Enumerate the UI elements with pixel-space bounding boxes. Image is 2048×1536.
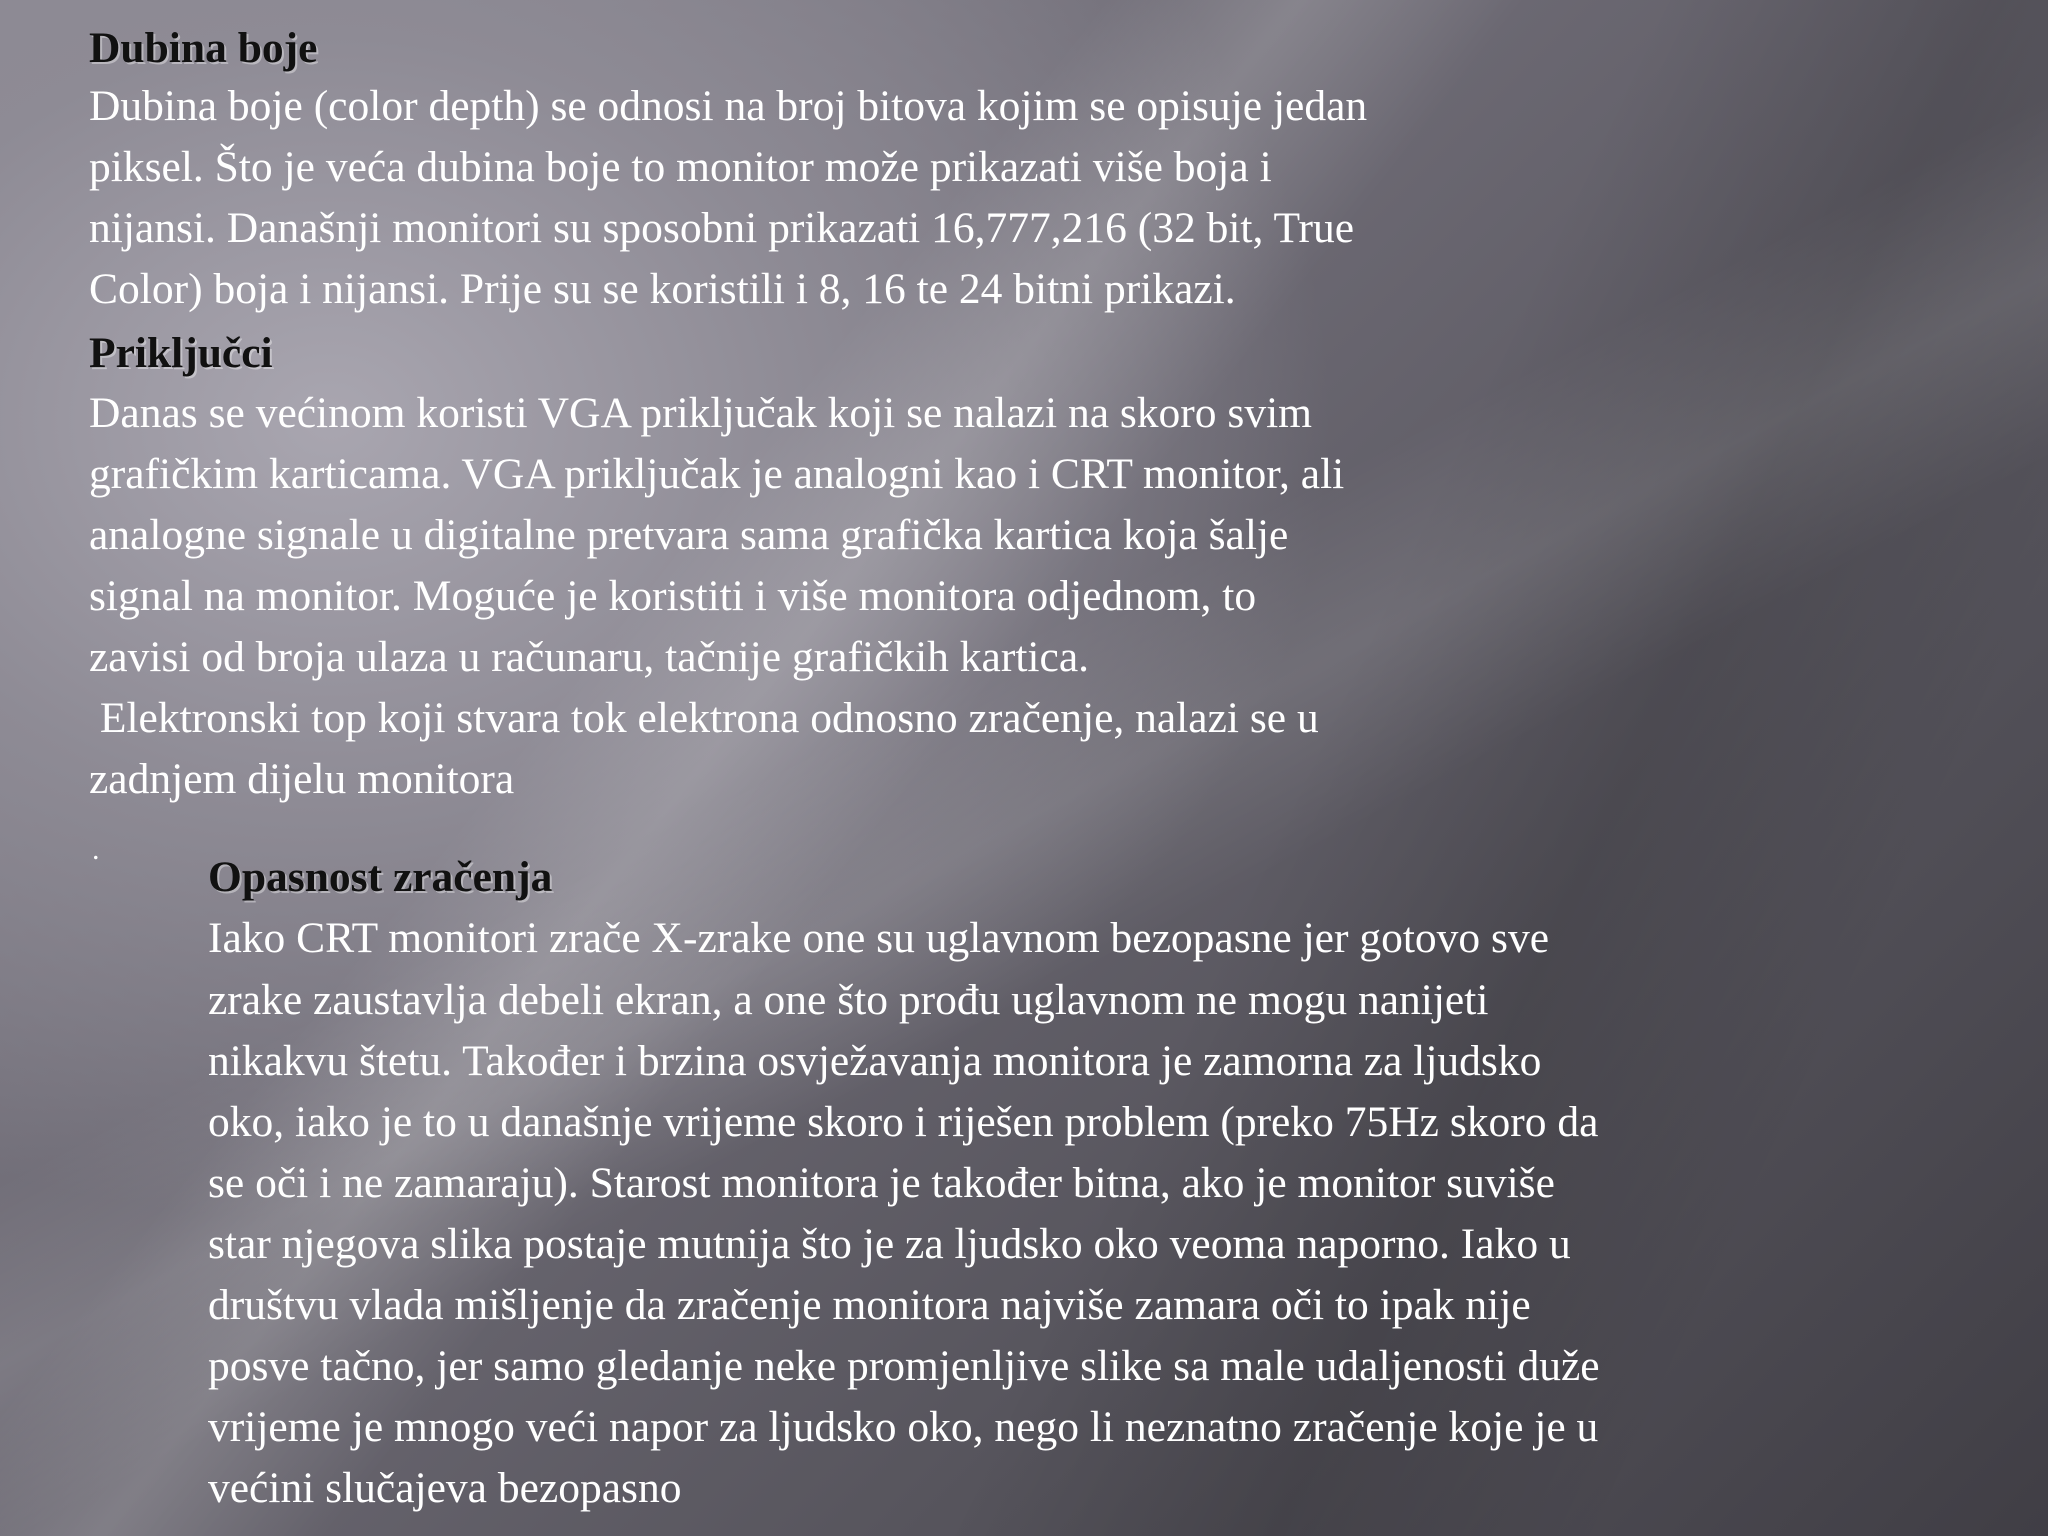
text-line: zadnjem dijelu monitora (89, 755, 515, 803)
text-line: piksel. Što je veća dubina boje to monitor može prikazati više boja i (89, 143, 1272, 191)
text-line: zrake zaustavlja debeli ekran, a one što prođu uglavnom ne mogu nanijeti (208, 976, 1489, 1024)
text-line: Dubina boje (color depth) se odnosi na broj bitova kojim se opisuje jedan (89, 82, 1368, 130)
text-line: Color) boja i nijansi. Prije su se koristili i 8, 16 te 24 bitni prikazi. (89, 265, 1236, 313)
heading-dubina-boje: Dubina boje (89, 24, 318, 72)
text-line: nijansi. Današnji monitori su sposobni prikazati 16,777,216 (32 bit, True (89, 204, 1355, 252)
text-line: grafičkim karticama. VGA priključak je analogni kao i CRT monitor, ali (89, 450, 1345, 498)
text-line: oko, iako je to u današnje vrijeme skoro i riješen problem (preko 75Hz skoro da (208, 1098, 1599, 1146)
text-line: Iako CRT monitori zrače X-zrake one su uglavnom bezopasne jer gotovo sve (208, 914, 1550, 962)
text-line: star njegova slika postaje mutnija što je za ljudsko oko veoma naporno. Iako u (208, 1220, 1571, 1268)
heading-prikljucci: Priključci (89, 329, 273, 377)
text-line: vrijeme je mnogo veći napor za ljudsko oko, nego li neznatno zračenje koje je u (208, 1403, 1599, 1451)
text-line: Elektronski top koji stvara tok elektrona odnosno zračenje, nalazi se u (89, 694, 1319, 742)
text-line: se oči i ne zamaraju). Starost monitora je također bitna, ako je monitor suviše (208, 1159, 1555, 1207)
heading-opasnost-zracenja: Opasnost zračenja (208, 853, 553, 901)
text-line: signal na monitor. Moguće je koristiti i više monitora odjednom, to (89, 572, 1257, 620)
text-line: nikakvu štetu. Također i brzina osvježavanja monitora je zamorna za ljudsko (208, 1037, 1542, 1085)
text-line: Danas se većinom koristi VGA priključak koji se nalazi na skoro svim (89, 389, 1313, 437)
text-line: društvu vlada mišljenje da zračenje monitora najviše zamara oči to ipak nije (208, 1281, 1531, 1329)
text-line: analogne signale u digitalne pretvara sama grafička kartica koja šalje (89, 511, 1289, 559)
text-line: posve tačno, jer samo gledanje neke promjenljive slike sa male udaljenosti duže (208, 1342, 1600, 1390)
text-line: većini slučajeva bezopasno (208, 1464, 682, 1512)
bullet-dot: . (92, 833, 100, 866)
text-line: zavisi od broja ulaza u računaru, tačnije grafičkih kartica. (89, 633, 1090, 681)
